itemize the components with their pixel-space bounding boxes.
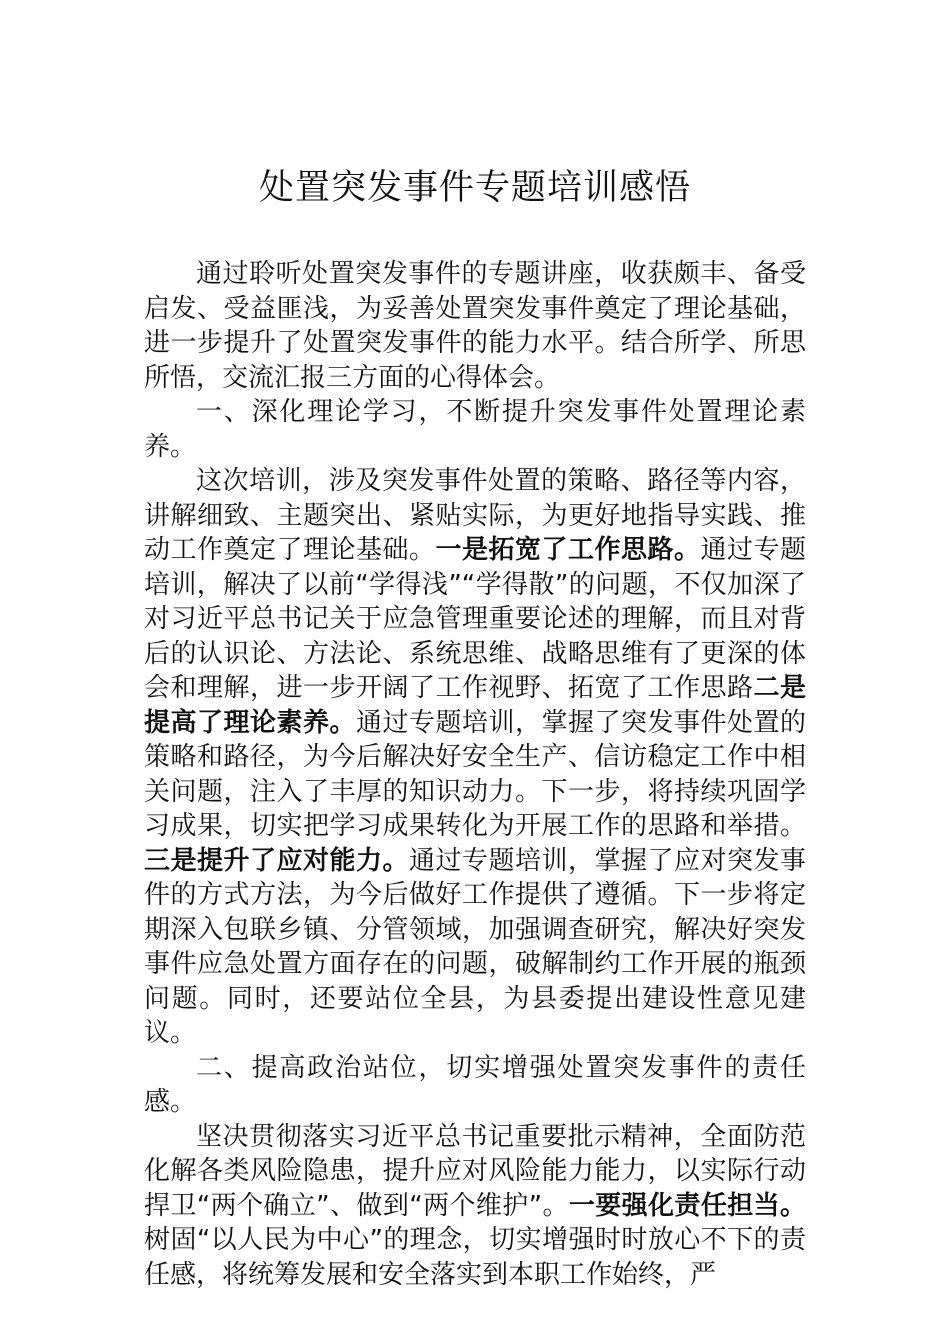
section-heading-1 [144,395,806,464]
text-segment: 树固“以人民为中心”的理念，切实增强时时放心不下的责任感，将统筹发展和安全落实到本职工作始终，严 [144,1225,806,1290]
bold-point-2: 二是提高了理论素养。 [144,673,806,738]
bold-point-1: 一是拓宽了工作思路。 [435,535,701,565]
text-segment: 通过专题培训，解决了以前“学得浅”“学得散”的问题，不仅加深了对习近平总书记关于应急管理重要论述的理解，而且对背后的认识论、方法论、系统思维、战略思维有了更深的体会和理解，进一步开阔了工作视野、拓宽了工作思路 [144,535,806,703]
text-segment: 一、深化理论学习，不断提升突发事件处置理论素养。 [144,397,806,462]
text-segment: 通过专题培训，掌握了应对突发事件的方式方法，为今后做好工作提供了遵循。下一步将定期深入包联乡镇、分管领域，加强调查研究，解决好突发事件应急处置方面存在的问题，破解制约工作开展的瓶颈问题。同时，还要站位全县，为县委提出建设性意见建议。 [144,845,806,1048]
bold-point-3: 三是提升了应对能力。 [144,845,409,876]
bold-point-4: 一要强化责任担当。 [568,1190,806,1221]
text-segment: 通过专题培训，掌握了突发事件处置的策略和路径，为今后解决好安全生产、信访稳定工作中相关问题，注入了丰厚的知识动力。下一步，将持续巩固学习成果，切实把学习成果转化为开展工作的思路和举措。 [144,707,806,841]
paragraph-section-2 [144,1120,806,1293]
text-segment: 二、提高政治站位，切实增强处置突发事件的责任感。 [144,1052,806,1117]
text-segment: 通过聆听处置突发事件的专题讲座，收获颇丰、备受启发、受益匪浅，为妥善处置突发事件奠定了理论基础，进一步提升了处置突发事件的能力水平。结合所学、所思所悟，交流汇报三方面的心得体会。 [144,259,806,393]
section-heading-2 [144,1051,806,1120]
document-body [144,257,806,1292]
text-segment: 坚决贯彻落实习近平总书记重要批示精神，全面防范化解各类风险隐患，提升应对风险能力能力，以实际行动捍卫“两个确立”、做到“两个维护”。 [144,1121,806,1221]
paragraph-intro [144,257,806,395]
text-segment: 这次培训，涉及突发事件处置的策略、路径等内容，讲解细致、主题突出、紧贴实际，为更好地指导实践、推动工作奠定了理论基础。 [144,466,806,565]
document-title: 处置突发事件专题培训感悟 [258,168,691,208]
paragraph-section-1 [144,464,806,1051]
